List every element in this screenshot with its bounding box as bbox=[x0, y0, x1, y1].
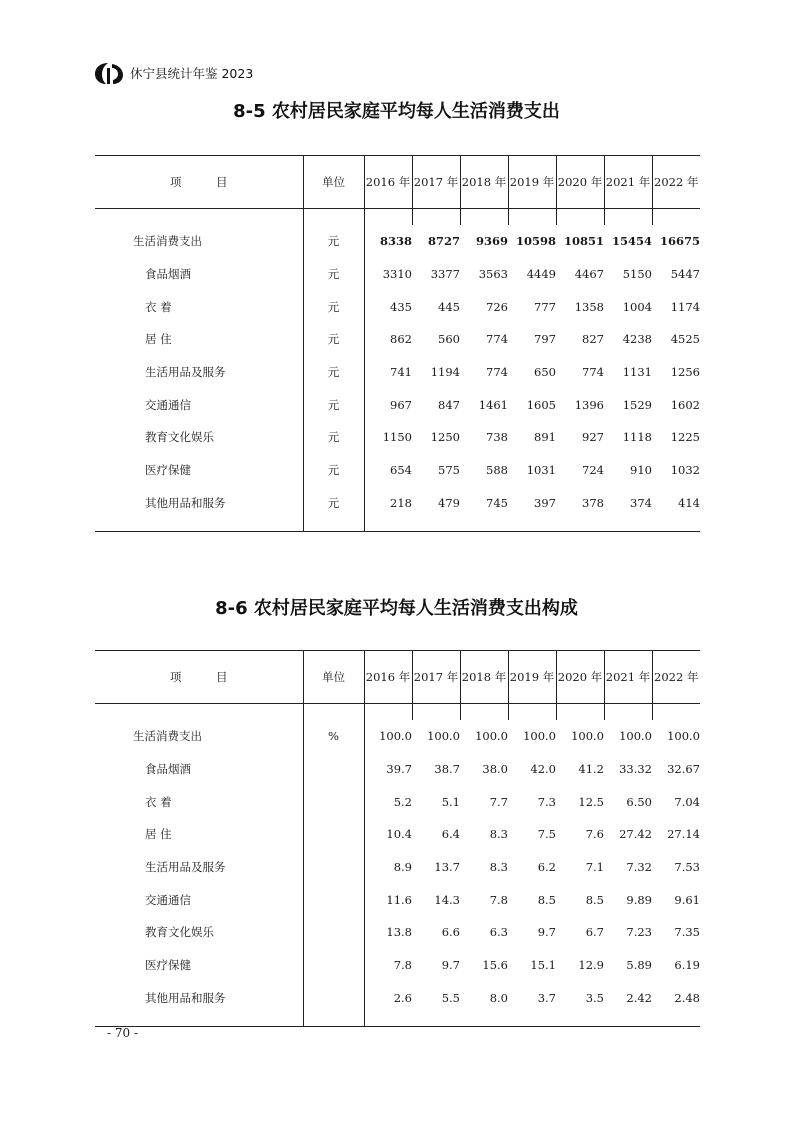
table1-header-year: 2016 年 bbox=[364, 156, 412, 209]
page-header bbox=[92, 60, 253, 86]
value-cell: 218 bbox=[364, 487, 412, 520]
table-row bbox=[95, 818, 700, 851]
value-cell: 397 bbox=[534, 495, 556, 510]
value-cell: 5.89 bbox=[626, 958, 652, 973]
spacer-cell bbox=[303, 704, 364, 721]
value-cell: 100.0 bbox=[427, 729, 460, 744]
row-unit: 元 bbox=[303, 225, 364, 258]
bottom-rule-row bbox=[95, 519, 700, 532]
page-number: - 70 - bbox=[107, 1026, 139, 1040]
value-cell: 738 bbox=[486, 430, 508, 445]
table-row bbox=[95, 454, 700, 487]
value-cell: 6.50 bbox=[626, 794, 652, 809]
value-cell: 8.5 bbox=[585, 892, 604, 907]
value-cell: 6.3 bbox=[489, 925, 508, 940]
table2-header-year: 2018 年 bbox=[460, 651, 508, 704]
value-cell: 1529 bbox=[622, 397, 652, 412]
row-label: 生活消费支出 bbox=[133, 729, 202, 744]
value-cell: 4467 bbox=[574, 267, 604, 282]
row-unit: 元 bbox=[303, 421, 364, 454]
spacer-cell bbox=[412, 519, 460, 532]
value-cell: 7.1 bbox=[585, 860, 604, 875]
table2 bbox=[95, 650, 700, 1027]
table-row bbox=[95, 753, 700, 786]
value-cell: 1396 bbox=[574, 397, 604, 412]
table-row bbox=[95, 225, 700, 258]
value-cell: 3.7 bbox=[537, 990, 556, 1005]
value-cell: 8338 bbox=[364, 225, 412, 258]
row-label: 医疗保健 bbox=[145, 958, 191, 973]
spacer-cell bbox=[652, 519, 700, 532]
value-cell: 9.89 bbox=[626, 892, 652, 907]
table2-title: 8-6 农村居民家庭平均每人生活消费支出构成 bbox=[215, 598, 578, 619]
value-cell: 2.42 bbox=[626, 990, 652, 1005]
value-cell: 1461 bbox=[478, 397, 508, 412]
value-cell: 726 bbox=[486, 299, 508, 314]
spacer-cell bbox=[460, 209, 508, 226]
row-label: 生活消费支出 bbox=[133, 234, 202, 249]
value-cell: 100.0 bbox=[364, 720, 412, 753]
value-cell: 7.35 bbox=[674, 925, 700, 940]
value-cell: 435 bbox=[364, 290, 412, 323]
spacer-cell bbox=[412, 704, 460, 721]
row-label-cell bbox=[95, 916, 303, 949]
table2-header-year: 2020 年 bbox=[556, 651, 604, 704]
value-cell: 1004 bbox=[622, 299, 652, 314]
row-unit bbox=[303, 818, 364, 851]
table-row bbox=[95, 258, 700, 291]
value-cell: 5.2 bbox=[364, 785, 412, 818]
spacer-cell bbox=[412, 1014, 460, 1027]
row-label: 居 住 bbox=[145, 827, 172, 842]
value-cell: 7.04 bbox=[674, 794, 700, 809]
value-cell: 560 bbox=[438, 332, 460, 347]
row-unit bbox=[303, 916, 364, 949]
value-cell: 39.7 bbox=[364, 753, 412, 786]
value-cell: 100.0 bbox=[523, 729, 556, 744]
spacer-cell bbox=[556, 519, 604, 532]
value-cell: 2.6 bbox=[364, 982, 412, 1015]
spacer-cell bbox=[95, 704, 303, 721]
row-label-cell bbox=[95, 949, 303, 982]
value-cell: 5.1 bbox=[441, 794, 460, 809]
table1-header-row bbox=[95, 156, 700, 209]
value-cell: 5150 bbox=[622, 267, 652, 282]
table2-header-row bbox=[95, 651, 700, 704]
value-cell: 1256 bbox=[670, 365, 700, 380]
table-row bbox=[95, 720, 700, 753]
value-cell: 41.2 bbox=[578, 762, 604, 777]
spacer-cell bbox=[508, 519, 556, 532]
row-label-cell bbox=[95, 487, 303, 520]
value-cell: 8.5 bbox=[537, 892, 556, 907]
spacer-cell bbox=[303, 1014, 364, 1027]
value-cell: 3310 bbox=[364, 258, 412, 291]
yearbook-title: 休宁县统计年鉴 2023 bbox=[130, 66, 254, 81]
spacer-cell bbox=[95, 519, 303, 532]
table2-header-year: 2019 年 bbox=[508, 651, 556, 704]
spacer-cell bbox=[364, 519, 412, 532]
spacer-row bbox=[95, 704, 700, 721]
table2-header-year: 2021 年 bbox=[604, 651, 652, 704]
row-label-cell bbox=[95, 753, 303, 786]
table-row bbox=[95, 421, 700, 454]
row-label-cell bbox=[95, 982, 303, 1015]
value-cell: 8727 bbox=[427, 234, 460, 249]
value-cell: 967 bbox=[364, 388, 412, 421]
value-cell: 38.7 bbox=[434, 762, 460, 777]
spacer-cell bbox=[604, 209, 652, 226]
value-cell: 774 bbox=[582, 365, 604, 380]
table2-header-unit: 单位 bbox=[303, 651, 364, 704]
row-label: 衣 着 bbox=[145, 299, 172, 314]
table1-title: 8-5 农村居民家庭平均每人生活消费支出 bbox=[233, 101, 560, 122]
value-cell: 100.0 bbox=[667, 729, 700, 744]
value-cell: 1032 bbox=[670, 463, 700, 478]
spacer-cell bbox=[556, 1014, 604, 1027]
value-cell: 862 bbox=[364, 323, 412, 356]
row-label-cell bbox=[95, 421, 303, 454]
table1-header-year: 2017 年 bbox=[412, 156, 460, 209]
spacer-cell bbox=[460, 519, 508, 532]
row-label-cell bbox=[95, 818, 303, 851]
row-label-cell bbox=[95, 388, 303, 421]
value-cell: 654 bbox=[364, 454, 412, 487]
row-label: 食品烟酒 bbox=[145, 267, 191, 282]
table1-header-unit: 单位 bbox=[303, 156, 364, 209]
value-cell: 1118 bbox=[622, 430, 652, 445]
value-cell: 1358 bbox=[574, 299, 604, 314]
table1 bbox=[95, 155, 700, 532]
value-cell: 588 bbox=[486, 463, 508, 478]
value-cell: 745 bbox=[486, 495, 508, 510]
value-cell: 1131 bbox=[622, 365, 652, 380]
value-cell: 100.0 bbox=[619, 729, 652, 744]
value-cell: 100.0 bbox=[475, 729, 508, 744]
spacer-cell bbox=[364, 209, 412, 226]
row-unit: 元 bbox=[303, 323, 364, 356]
value-cell: 1031 bbox=[526, 463, 556, 478]
value-cell: 12.5 bbox=[578, 794, 604, 809]
value-cell: 378 bbox=[582, 495, 604, 510]
spacer-cell bbox=[652, 704, 700, 721]
spacer-row bbox=[95, 209, 700, 226]
table-row bbox=[95, 982, 700, 1015]
value-cell: 6.7 bbox=[585, 925, 604, 940]
table2-header-year: 2022 年 bbox=[652, 651, 700, 704]
table2-header-item: 项 目 bbox=[95, 651, 303, 704]
value-cell: 479 bbox=[438, 495, 460, 510]
value-cell: 16675 bbox=[659, 234, 700, 249]
table1-header-year: 2021 年 bbox=[604, 156, 652, 209]
value-cell: 13.7 bbox=[434, 860, 460, 875]
value-cell: 6.19 bbox=[674, 958, 700, 973]
value-cell: 724 bbox=[582, 463, 604, 478]
row-unit: 元 bbox=[303, 258, 364, 291]
row-label: 衣 着 bbox=[145, 794, 172, 809]
value-cell: 1174 bbox=[670, 299, 700, 314]
table2-header-year: 2017 年 bbox=[412, 651, 460, 704]
row-unit bbox=[303, 949, 364, 982]
value-cell: 10.4 bbox=[364, 818, 412, 851]
value-cell: 4238 bbox=[622, 332, 652, 347]
row-label: 食品烟酒 bbox=[145, 762, 191, 777]
value-cell: 9.7 bbox=[441, 958, 460, 973]
spacer-cell bbox=[604, 519, 652, 532]
spacer-cell bbox=[508, 209, 556, 226]
row-label: 交通通信 bbox=[145, 397, 191, 412]
row-label-cell bbox=[95, 851, 303, 884]
value-cell: 7.7 bbox=[489, 794, 508, 809]
value-cell: 7.3 bbox=[537, 794, 556, 809]
row-unit: 元 bbox=[303, 454, 364, 487]
row-label-cell bbox=[95, 323, 303, 356]
table-row bbox=[95, 949, 700, 982]
spacer-cell bbox=[303, 209, 364, 226]
spacer-cell bbox=[412, 209, 460, 226]
spacer-cell bbox=[652, 209, 700, 226]
row-label-cell bbox=[95, 720, 303, 753]
row-label: 教育文化娱乐 bbox=[145, 925, 214, 940]
value-cell: 9.7 bbox=[537, 925, 556, 940]
value-cell: 910 bbox=[630, 463, 652, 478]
value-cell: 7.5 bbox=[537, 827, 556, 842]
table-row bbox=[95, 916, 700, 949]
value-cell: 445 bbox=[438, 299, 460, 314]
table1-header-year: 2018 年 bbox=[460, 156, 508, 209]
value-cell: 100.0 bbox=[571, 729, 604, 744]
value-cell: 9369 bbox=[475, 234, 508, 249]
value-cell: 374 bbox=[630, 495, 652, 510]
row-unit bbox=[303, 851, 364, 884]
row-label: 教育文化娱乐 bbox=[145, 430, 214, 445]
value-cell: 11.6 bbox=[364, 883, 412, 916]
value-cell: 797 bbox=[534, 332, 556, 347]
row-label: 居 住 bbox=[145, 332, 172, 347]
value-cell: 15.6 bbox=[482, 958, 508, 973]
row-label-cell bbox=[95, 356, 303, 389]
row-label: 医疗保健 bbox=[145, 463, 191, 478]
value-cell: 7.23 bbox=[626, 925, 652, 940]
spacer-cell bbox=[364, 1014, 412, 1027]
spacer-cell bbox=[604, 704, 652, 721]
spacer-cell bbox=[460, 704, 508, 721]
table1-header-year: 2022 年 bbox=[652, 156, 700, 209]
value-cell: 8.3 bbox=[489, 827, 508, 842]
row-unit bbox=[303, 785, 364, 818]
value-cell: 7.53 bbox=[674, 860, 700, 875]
value-cell: 575 bbox=[438, 463, 460, 478]
spacer-cell bbox=[556, 209, 604, 226]
value-cell: 741 bbox=[364, 356, 412, 389]
spacer-cell bbox=[460, 1014, 508, 1027]
table-row bbox=[95, 290, 700, 323]
value-cell: 38.0 bbox=[482, 762, 508, 777]
spacer-cell bbox=[95, 209, 303, 226]
value-cell: 6.2 bbox=[537, 860, 556, 875]
row-label: 生活用品及服务 bbox=[145, 365, 226, 380]
value-cell: 4449 bbox=[526, 267, 556, 282]
value-cell: 27.42 bbox=[619, 827, 652, 842]
value-cell: 1605 bbox=[526, 397, 556, 412]
value-cell: 1602 bbox=[670, 397, 700, 412]
value-cell: 774 bbox=[486, 365, 508, 380]
value-cell: 33.32 bbox=[619, 762, 652, 777]
value-cell: 8.3 bbox=[489, 860, 508, 875]
row-label-cell bbox=[95, 225, 303, 258]
value-cell: 927 bbox=[582, 430, 604, 445]
row-unit: 元 bbox=[303, 290, 364, 323]
value-cell: 777 bbox=[534, 299, 556, 314]
table-row bbox=[95, 883, 700, 916]
row-label-cell bbox=[95, 785, 303, 818]
row-label: 生活用品及服务 bbox=[145, 860, 226, 875]
table1-header-year: 2020 年 bbox=[556, 156, 604, 209]
spacer-cell bbox=[604, 1014, 652, 1027]
value-cell: 9.61 bbox=[674, 892, 700, 907]
value-cell: 4525 bbox=[670, 332, 700, 347]
row-unit: 元 bbox=[303, 388, 364, 421]
value-cell: 7.8 bbox=[489, 892, 508, 907]
value-cell: 891 bbox=[534, 430, 556, 445]
value-cell: 414 bbox=[678, 495, 700, 510]
table-row bbox=[95, 323, 700, 356]
spacer-cell bbox=[508, 1014, 556, 1027]
spacer-cell bbox=[364, 704, 412, 721]
row-label-cell bbox=[95, 258, 303, 291]
value-cell: 3377 bbox=[430, 267, 460, 282]
row-unit: 元 bbox=[303, 356, 364, 389]
value-cell: 650 bbox=[534, 365, 556, 380]
bottom-rule-row bbox=[95, 1014, 700, 1027]
table-row bbox=[95, 388, 700, 421]
value-cell: 8.0 bbox=[489, 990, 508, 1005]
spacer-cell bbox=[652, 1014, 700, 1027]
value-cell: 10851 bbox=[563, 234, 604, 249]
row-unit: % bbox=[303, 720, 364, 753]
row-label-cell bbox=[95, 454, 303, 487]
value-cell: 10598 bbox=[515, 234, 556, 249]
value-cell: 14.3 bbox=[434, 892, 460, 907]
value-cell: 774 bbox=[486, 332, 508, 347]
value-cell: 13.8 bbox=[364, 916, 412, 949]
value-cell: 2.48 bbox=[674, 990, 700, 1005]
value-cell: 6.6 bbox=[441, 925, 460, 940]
value-cell: 8.9 bbox=[364, 851, 412, 884]
value-cell: 42.0 bbox=[530, 762, 556, 777]
row-label: 其他用品和服务 bbox=[145, 990, 226, 1005]
value-cell: 6.4 bbox=[441, 827, 460, 842]
value-cell: 27.14 bbox=[667, 827, 700, 842]
table-row bbox=[95, 356, 700, 389]
row-unit bbox=[303, 883, 364, 916]
table-row bbox=[95, 487, 700, 520]
table2-header-year: 2016 年 bbox=[364, 651, 412, 704]
table-row bbox=[95, 785, 700, 818]
value-cell: 3563 bbox=[478, 267, 508, 282]
spacer-cell bbox=[303, 519, 364, 532]
value-cell: 1194 bbox=[430, 365, 460, 380]
value-cell: 12.9 bbox=[578, 958, 604, 973]
spacer-cell bbox=[556, 704, 604, 721]
table-row bbox=[95, 851, 700, 884]
row-label: 其他用品和服务 bbox=[145, 495, 226, 510]
table1-header-year: 2019 年 bbox=[508, 156, 556, 209]
value-cell: 1225 bbox=[670, 430, 700, 445]
value-cell: 7.32 bbox=[626, 860, 652, 875]
value-cell: 7.6 bbox=[585, 827, 604, 842]
value-cell: 1150 bbox=[364, 421, 412, 454]
value-cell: 847 bbox=[438, 397, 460, 412]
value-cell: 5.5 bbox=[441, 990, 460, 1005]
value-cell: 3.5 bbox=[585, 990, 604, 1005]
spacer-cell bbox=[95, 1014, 303, 1027]
table1-header-item: 项 目 bbox=[95, 156, 303, 209]
row-label: 交通通信 bbox=[145, 892, 191, 907]
value-cell: 7.8 bbox=[364, 949, 412, 982]
value-cell: 1250 bbox=[430, 430, 460, 445]
value-cell: 15.1 bbox=[530, 958, 556, 973]
row-label-cell bbox=[95, 883, 303, 916]
value-cell: 827 bbox=[582, 332, 604, 347]
row-label-cell bbox=[95, 290, 303, 323]
yearbook-logo-icon bbox=[92, 60, 126, 86]
row-unit bbox=[303, 753, 364, 786]
value-cell: 32.67 bbox=[667, 762, 700, 777]
value-cell: 5447 bbox=[670, 267, 700, 282]
row-unit: 元 bbox=[303, 487, 364, 520]
row-unit bbox=[303, 982, 364, 1015]
spacer-cell bbox=[508, 704, 556, 721]
value-cell: 15454 bbox=[611, 234, 652, 249]
